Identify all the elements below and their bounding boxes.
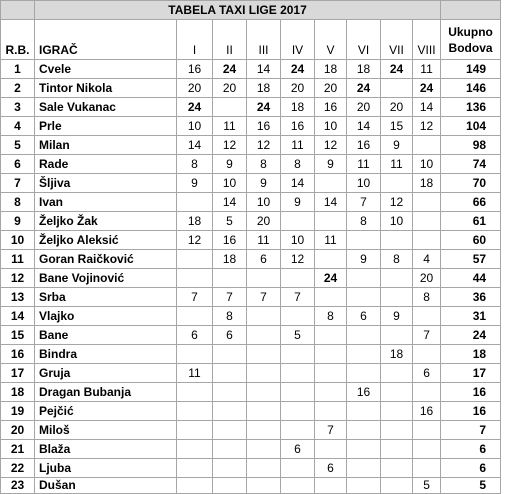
score-cell-round-2[interactable]: 16 bbox=[213, 231, 247, 250]
score-cell-round-2[interactable]: 8 bbox=[213, 307, 247, 326]
rank-cell[interactable]: 20 bbox=[1, 421, 35, 440]
score-cell-round-8[interactable] bbox=[413, 421, 441, 440]
total-points-cell[interactable]: 5 bbox=[441, 478, 501, 494]
score-cell-round-7[interactable] bbox=[381, 288, 413, 307]
table-row bbox=[1, 117, 501, 136]
player-name-cell[interactable]: Željko Aleksić bbox=[35, 231, 177, 250]
score-cell-round-3[interactable] bbox=[247, 459, 281, 478]
total-points-cell[interactable]: 70 bbox=[441, 174, 501, 193]
score-cell-round-2[interactable] bbox=[213, 364, 247, 383]
score-cell-round-2[interactable] bbox=[213, 269, 247, 288]
header-rank[interactable]: R.B. bbox=[1, 20, 35, 60]
score-cell-round-4[interactable]: 24 bbox=[281, 60, 315, 79]
table-row bbox=[1, 364, 501, 383]
score-cell-round-8[interactable]: 5 bbox=[413, 478, 441, 494]
score-cell-round-8[interactable]: 16 bbox=[413, 402, 441, 421]
total-points-cell[interactable]: 16 bbox=[441, 383, 501, 402]
player-name-cell[interactable]: Goran Raičković bbox=[35, 250, 177, 269]
score-cell-round-8[interactable] bbox=[413, 383, 441, 402]
score-cell-round-7[interactable] bbox=[381, 174, 413, 193]
score-cell-round-6[interactable]: 14 bbox=[347, 117, 381, 136]
score-cell-round-8[interactable]: 18 bbox=[413, 174, 441, 193]
score-cell-round-3[interactable] bbox=[247, 269, 281, 288]
score-cell-round-3[interactable]: 10 bbox=[247, 193, 281, 212]
score-cell-round-5[interactable]: 11 bbox=[315, 231, 347, 250]
total-points-cell[interactable]: 31 bbox=[441, 307, 501, 326]
score-cell-round-5[interactable]: 8 bbox=[315, 307, 347, 326]
score-cell-round-1[interactable]: 8 bbox=[177, 155, 213, 174]
score-cell-round-4[interactable] bbox=[281, 364, 315, 383]
header-round-3[interactable]: III bbox=[247, 20, 281, 60]
score-cell-round-4[interactable] bbox=[281, 307, 315, 326]
score-cell-round-8[interactable]: 11 bbox=[413, 60, 441, 79]
score-cell-round-2[interactable]: 14 bbox=[213, 193, 247, 212]
score-cell-round-6[interactable]: 24 bbox=[347, 79, 381, 98]
header-player[interactable]: IGRAČ bbox=[35, 20, 177, 60]
rank-cell[interactable]: 22 bbox=[1, 459, 35, 478]
score-cell-round-8[interactable]: 12 bbox=[413, 117, 441, 136]
score-cell-round-2[interactable] bbox=[213, 402, 247, 421]
rank-cell[interactable]: 3 bbox=[1, 98, 35, 117]
score-cell-round-2[interactable]: 6 bbox=[213, 326, 247, 345]
rank-cell[interactable]: 6 bbox=[1, 155, 35, 174]
score-cell-round-4[interactable]: 14 bbox=[281, 174, 315, 193]
player-name-cell[interactable]: Bane bbox=[35, 326, 177, 345]
score-cell-round-7[interactable] bbox=[381, 440, 413, 459]
score-cell-round-2[interactable] bbox=[213, 345, 247, 364]
score-cell-round-3[interactable] bbox=[247, 307, 281, 326]
score-cell-round-3[interactable]: 9 bbox=[247, 174, 281, 193]
player-name-cell[interactable]: Gruja bbox=[35, 364, 177, 383]
player-name-cell[interactable]: Tintor Nikola bbox=[35, 79, 177, 98]
score-cell-round-1[interactable] bbox=[177, 269, 213, 288]
total-points-cell[interactable]: 60 bbox=[441, 231, 501, 250]
player-name-cell[interactable]: Bane Vojinović bbox=[35, 269, 177, 288]
score-cell-round-3[interactable] bbox=[247, 421, 281, 440]
score-cell-round-1[interactable]: 14 bbox=[177, 136, 213, 155]
player-name-cell[interactable]: Željko Žak bbox=[35, 212, 177, 231]
total-points-cell[interactable]: 6 bbox=[441, 459, 501, 478]
score-cell-round-8[interactable]: 8 bbox=[413, 288, 441, 307]
score-cell-round-2[interactable]: 9 bbox=[213, 155, 247, 174]
score-cell-round-8[interactable]: 4 bbox=[413, 250, 441, 269]
player-name-cell[interactable]: Ivan bbox=[35, 193, 177, 212]
score-cell-round-4[interactable] bbox=[281, 478, 315, 494]
rank-cell[interactable]: 15 bbox=[1, 326, 35, 345]
score-cell-round-6[interactable]: 20 bbox=[347, 98, 381, 117]
score-cell-round-3[interactable] bbox=[247, 383, 281, 402]
score-cell-round-7[interactable]: 20 bbox=[381, 98, 413, 117]
score-cell-round-8[interactable] bbox=[413, 307, 441, 326]
score-cell-round-1[interactable]: 11 bbox=[177, 364, 213, 383]
score-cell-round-3[interactable]: 18 bbox=[247, 79, 281, 98]
player-name-cell[interactable]: Cvele bbox=[35, 60, 177, 79]
score-cell-round-7[interactable]: 9 bbox=[381, 136, 413, 155]
score-cell-round-4[interactable] bbox=[281, 402, 315, 421]
player-name-cell[interactable]: Blaža bbox=[35, 440, 177, 459]
score-cell-round-8[interactable]: 6 bbox=[413, 364, 441, 383]
title-row bbox=[1, 1, 501, 20]
score-cell-round-8[interactable] bbox=[413, 212, 441, 231]
score-cell-round-4[interactable]: 11 bbox=[281, 136, 315, 155]
table-row bbox=[1, 98, 501, 117]
score-cell-round-2[interactable]: 5 bbox=[213, 212, 247, 231]
table-row bbox=[1, 79, 501, 98]
total-points-cell[interactable]: 44 bbox=[441, 269, 501, 288]
total-points-cell[interactable]: 18 bbox=[441, 345, 501, 364]
score-cell-round-6[interactable] bbox=[347, 345, 381, 364]
score-cell-round-2[interactable]: 18 bbox=[213, 250, 247, 269]
player-name-cell[interactable]: Sale Vukanac bbox=[35, 98, 177, 117]
score-cell-round-5[interactable]: 14 bbox=[315, 193, 347, 212]
player-name-cell[interactable]: Dušan bbox=[35, 478, 177, 494]
score-cell-round-1[interactable] bbox=[177, 440, 213, 459]
score-cell-round-1[interactable]: 24 bbox=[177, 98, 213, 117]
total-points-cell[interactable]: 57 bbox=[441, 250, 501, 269]
score-cell-round-2[interactable] bbox=[213, 421, 247, 440]
header-round-7[interactable]: VII bbox=[381, 20, 413, 60]
score-cell-round-5[interactable] bbox=[315, 174, 347, 193]
score-cell-round-1[interactable]: 16 bbox=[177, 60, 213, 79]
player-name-cell[interactable]: Srba bbox=[35, 288, 177, 307]
score-cell-round-1[interactable] bbox=[177, 345, 213, 364]
table-row bbox=[1, 60, 501, 79]
score-cell-round-1[interactable]: 7 bbox=[177, 288, 213, 307]
score-cell-round-6[interactable]: 18 bbox=[347, 60, 381, 79]
score-cell-round-8[interactable]: 20 bbox=[413, 269, 441, 288]
score-cell-round-7[interactable]: 24 bbox=[381, 60, 413, 79]
score-cell-round-4[interactable] bbox=[281, 459, 315, 478]
score-cell-round-2[interactable]: 24 bbox=[213, 60, 247, 79]
rank-cell[interactable]: 16 bbox=[1, 345, 35, 364]
score-cell-round-1[interactable] bbox=[177, 193, 213, 212]
table-row bbox=[1, 421, 501, 440]
rank-cell[interactable]: 9 bbox=[1, 212, 35, 231]
table-row bbox=[1, 288, 501, 307]
score-cell-round-7[interactable]: 9 bbox=[381, 307, 413, 326]
total-points-cell[interactable]: 98 bbox=[441, 136, 501, 155]
score-cell-round-3[interactable]: 20 bbox=[247, 212, 281, 231]
table-row bbox=[1, 345, 501, 364]
rank-cell[interactable]: 7 bbox=[1, 174, 35, 193]
total-points-cell[interactable]: 36 bbox=[441, 288, 501, 307]
player-name-cell[interactable]: Milan bbox=[35, 136, 177, 155]
score-cell-round-3[interactable]: 12 bbox=[247, 136, 281, 155]
rank-cell[interactable]: 1 bbox=[1, 60, 35, 79]
header-round-1[interactable]: I bbox=[177, 20, 213, 60]
score-cell-round-8[interactable]: 24 bbox=[413, 79, 441, 98]
total-points-cell[interactable]: 149 bbox=[441, 60, 501, 79]
score-cell-round-6[interactable]: 10 bbox=[347, 174, 381, 193]
total-points-cell[interactable]: 16 bbox=[441, 402, 501, 421]
score-cell-round-5[interactable]: 7 bbox=[315, 421, 347, 440]
score-cell-round-8[interactable]: 7 bbox=[413, 326, 441, 345]
score-cell-round-7[interactable] bbox=[381, 364, 413, 383]
score-cell-round-7[interactable]: 11 bbox=[381, 155, 413, 174]
header-round-6[interactable]: VI bbox=[347, 20, 381, 60]
score-cell-round-5[interactable]: 10 bbox=[315, 117, 347, 136]
table-row bbox=[1, 193, 501, 212]
score-cell-round-5[interactable] bbox=[315, 250, 347, 269]
score-cell-round-8[interactable] bbox=[413, 440, 441, 459]
table-row bbox=[1, 155, 501, 174]
score-cell-round-6[interactable] bbox=[347, 440, 381, 459]
table-row bbox=[1, 402, 501, 421]
score-cell-round-5[interactable] bbox=[315, 402, 347, 421]
rank-cell[interactable]: 11 bbox=[1, 250, 35, 269]
score-cell-round-2[interactable] bbox=[213, 98, 247, 117]
table-row bbox=[1, 269, 501, 288]
rank-cell[interactable]: 17 bbox=[1, 364, 35, 383]
total-points-cell[interactable]: 146 bbox=[441, 79, 501, 98]
score-cell-round-3[interactable] bbox=[247, 478, 281, 494]
rank-cell[interactable]: 13 bbox=[1, 288, 35, 307]
score-cell-round-8[interactable] bbox=[413, 345, 441, 364]
table-row bbox=[1, 231, 501, 250]
table-row bbox=[1, 440, 501, 459]
score-cell-round-1[interactable] bbox=[177, 383, 213, 402]
score-cell-round-4[interactable]: 12 bbox=[281, 250, 315, 269]
score-cell-round-6[interactable] bbox=[347, 459, 381, 478]
score-cell-round-3[interactable] bbox=[247, 345, 281, 364]
score-cell-round-5[interactable]: 24 bbox=[315, 269, 347, 288]
score-cell-round-1[interactable] bbox=[177, 459, 213, 478]
score-cell-round-2[interactable]: 12 bbox=[213, 136, 247, 155]
total-points-cell[interactable]: 6 bbox=[441, 440, 501, 459]
score-cell-round-6[interactable]: 7 bbox=[347, 193, 381, 212]
header-round-5[interactable]: V bbox=[315, 20, 347, 60]
rank-cell[interactable]: 23 bbox=[1, 478, 35, 494]
score-cell-round-7[interactable] bbox=[381, 383, 413, 402]
total-points-cell[interactable]: 104 bbox=[441, 117, 501, 136]
score-cell-round-1[interactable]: 9 bbox=[177, 174, 213, 193]
rank-cell[interactable]: 4 bbox=[1, 117, 35, 136]
title-corner-cell[interactable] bbox=[1, 1, 35, 20]
player-name-cell[interactable]: Prle bbox=[35, 117, 177, 136]
score-cell-round-3[interactable] bbox=[247, 326, 281, 345]
score-cell-round-4[interactable]: 16 bbox=[281, 117, 315, 136]
table-row bbox=[1, 478, 501, 494]
score-cell-round-4[interactable]: 9 bbox=[281, 193, 315, 212]
score-cell-round-6[interactable]: 6 bbox=[347, 307, 381, 326]
score-cell-round-4[interactable]: 20 bbox=[281, 79, 315, 98]
score-cell-round-1[interactable]: 6 bbox=[177, 326, 213, 345]
score-cell-round-1[interactable] bbox=[177, 307, 213, 326]
score-cell-round-6[interactable]: 16 bbox=[347, 136, 381, 155]
score-cell-round-7[interactable]: 10 bbox=[381, 212, 413, 231]
player-name-cell[interactable]: Bindra bbox=[35, 345, 177, 364]
score-cell-round-7[interactable]: 12 bbox=[381, 193, 413, 212]
score-cell-round-7[interactable] bbox=[381, 231, 413, 250]
score-cell-round-4[interactable] bbox=[281, 421, 315, 440]
score-cell-round-6[interactable] bbox=[347, 364, 381, 383]
header-total[interactable]: Ukupno Bodova bbox=[441, 20, 501, 60]
score-cell-round-2[interactable]: 11 bbox=[213, 117, 247, 136]
score-cell-round-5[interactable] bbox=[315, 326, 347, 345]
score-cell-round-8[interactable] bbox=[413, 231, 441, 250]
score-cell-round-5[interactable]: 9 bbox=[315, 155, 347, 174]
table-row bbox=[1, 250, 501, 269]
score-cell-round-1[interactable]: 20 bbox=[177, 79, 213, 98]
score-cell-round-6[interactable]: 9 bbox=[347, 250, 381, 269]
header-round-4[interactable]: IV bbox=[281, 20, 315, 60]
score-cell-round-1[interactable]: 18 bbox=[177, 212, 213, 231]
score-cell-round-8[interactable] bbox=[413, 136, 441, 155]
table-row bbox=[1, 307, 501, 326]
score-cell-round-2[interactable]: 7 bbox=[213, 288, 247, 307]
score-cell-round-5[interactable] bbox=[315, 478, 347, 494]
score-cell-round-5[interactable] bbox=[315, 364, 347, 383]
total-points-cell[interactable]: 24 bbox=[441, 326, 501, 345]
score-cell-round-1[interactable] bbox=[177, 402, 213, 421]
table-row bbox=[1, 136, 501, 155]
score-cell-round-8[interactable] bbox=[413, 193, 441, 212]
score-cell-round-4[interactable]: 5 bbox=[281, 326, 315, 345]
player-name-cell[interactable]: Dragan Bubanja bbox=[35, 383, 177, 402]
score-cell-round-1[interactable]: 12 bbox=[177, 231, 213, 250]
score-cell-round-4[interactable]: 10 bbox=[281, 231, 315, 250]
score-cell-round-1[interactable]: 10 bbox=[177, 117, 213, 136]
score-cell-round-5[interactable] bbox=[315, 383, 347, 402]
score-cell-round-7[interactable]: 18 bbox=[381, 345, 413, 364]
rank-cell[interactable]: 19 bbox=[1, 402, 35, 421]
score-cell-round-6[interactable] bbox=[347, 269, 381, 288]
rank-cell[interactable]: 12 bbox=[1, 269, 35, 288]
total-points-cell[interactable]: 7 bbox=[441, 421, 501, 440]
score-cell-round-6[interactable] bbox=[347, 478, 381, 494]
rank-cell[interactable]: 14 bbox=[1, 307, 35, 326]
score-cell-round-4[interactable]: 8 bbox=[281, 155, 315, 174]
score-cell-round-5[interactable] bbox=[315, 440, 347, 459]
player-name-cell[interactable]: Vlajko bbox=[35, 307, 177, 326]
table-row bbox=[1, 326, 501, 345]
table-row bbox=[1, 459, 501, 478]
score-cell-round-2[interactable]: 10 bbox=[213, 174, 247, 193]
score-cell-round-4[interactable] bbox=[281, 345, 315, 364]
score-cell-round-4[interactable] bbox=[281, 269, 315, 288]
score-cell-round-1[interactable] bbox=[177, 478, 213, 494]
score-cell-round-4[interactable]: 7 bbox=[281, 288, 315, 307]
rank-cell[interactable]: 10 bbox=[1, 231, 35, 250]
score-cell-round-7[interactable] bbox=[381, 269, 413, 288]
score-cell-round-5[interactable]: 12 bbox=[315, 136, 347, 155]
score-cell-round-6[interactable]: 16 bbox=[347, 383, 381, 402]
score-cell-round-7[interactable] bbox=[381, 478, 413, 494]
score-cell-round-2[interactable] bbox=[213, 459, 247, 478]
total-points-cell[interactable]: 66 bbox=[441, 193, 501, 212]
rank-cell[interactable]: 21 bbox=[1, 440, 35, 459]
score-cell-round-3[interactable]: 16 bbox=[247, 117, 281, 136]
score-cell-round-7[interactable]: 15 bbox=[381, 117, 413, 136]
table-title[interactable]: TABELA TAXI LIGE 2017 bbox=[35, 1, 441, 20]
score-cell-round-4[interactable] bbox=[281, 383, 315, 402]
table-row bbox=[1, 174, 501, 193]
score-cell-round-4[interactable]: 6 bbox=[281, 440, 315, 459]
score-cell-round-3[interactable] bbox=[247, 364, 281, 383]
total-points-cell[interactable]: 17 bbox=[441, 364, 501, 383]
score-cell-round-6[interactable] bbox=[347, 421, 381, 440]
score-cell-round-1[interactable] bbox=[177, 250, 213, 269]
score-cell-round-2[interactable] bbox=[213, 440, 247, 459]
player-name-cell[interactable]: Miloš bbox=[35, 421, 177, 440]
score-cell-round-2[interactable] bbox=[213, 478, 247, 494]
score-cell-round-7[interactable] bbox=[381, 79, 413, 98]
player-name-cell[interactable]: Ljuba bbox=[35, 459, 177, 478]
score-cell-round-4[interactable] bbox=[281, 212, 315, 231]
score-cell-round-6[interactable] bbox=[347, 326, 381, 345]
score-cell-round-6[interactable] bbox=[347, 231, 381, 250]
score-cell-round-5[interactable] bbox=[315, 212, 347, 231]
rank-cell[interactable]: 18 bbox=[1, 383, 35, 402]
score-cell-round-3[interactable]: 6 bbox=[247, 250, 281, 269]
score-cell-round-3[interactable]: 7 bbox=[247, 288, 281, 307]
header-round-8[interactable]: VIII bbox=[413, 20, 441, 60]
rank-cell[interactable]: 5 bbox=[1, 136, 35, 155]
score-cell-round-7[interactable] bbox=[381, 326, 413, 345]
score-cell-round-2[interactable] bbox=[213, 383, 247, 402]
table-row bbox=[1, 212, 501, 231]
score-cell-round-6[interactable]: 11 bbox=[347, 155, 381, 174]
rank-cell[interactable]: 8 bbox=[1, 193, 35, 212]
score-cell-round-7[interactable]: 8 bbox=[381, 250, 413, 269]
score-cell-round-3[interactable]: 24 bbox=[247, 98, 281, 117]
player-name-cell[interactable]: Šljiva bbox=[35, 174, 177, 193]
score-cell-round-3[interactable]: 11 bbox=[247, 231, 281, 250]
table-row bbox=[1, 383, 501, 402]
score-cell-round-2[interactable]: 20 bbox=[213, 79, 247, 98]
header-row bbox=[1, 20, 501, 60]
score-cell-round-5[interactable]: 6 bbox=[315, 459, 347, 478]
score-cell-round-6[interactable] bbox=[347, 288, 381, 307]
score-cell-round-3[interactable] bbox=[247, 440, 281, 459]
player-name-cell[interactable]: Pejčić bbox=[35, 402, 177, 421]
total-points-cell[interactable]: 74 bbox=[441, 155, 501, 174]
player-name-cell[interactable]: Rade bbox=[35, 155, 177, 174]
total-points-cell[interactable]: 61 bbox=[441, 212, 501, 231]
score-cell-round-8[interactable] bbox=[413, 459, 441, 478]
score-cell-round-7[interactable] bbox=[381, 421, 413, 440]
score-cell-round-8[interactable]: 14 bbox=[413, 98, 441, 117]
score-cell-round-3[interactable] bbox=[247, 402, 281, 421]
score-cell-round-5[interactable]: 18 bbox=[315, 60, 347, 79]
score-cell-round-7[interactable] bbox=[381, 402, 413, 421]
score-cell-round-4[interactable]: 18 bbox=[281, 98, 315, 117]
score-cell-round-5[interactable] bbox=[315, 345, 347, 364]
score-cell-round-3[interactable]: 14 bbox=[247, 60, 281, 79]
score-cell-round-3[interactable]: 8 bbox=[247, 155, 281, 174]
header-round-2[interactable]: II bbox=[213, 20, 247, 60]
score-cell-round-5[interactable]: 16 bbox=[315, 98, 347, 117]
score-cell-round-8[interactable]: 10 bbox=[413, 155, 441, 174]
score-cell-round-6[interactable]: 8 bbox=[347, 212, 381, 231]
score-cell-round-1[interactable] bbox=[177, 421, 213, 440]
score-cell-round-6[interactable] bbox=[347, 402, 381, 421]
total-points-cell[interactable]: 136 bbox=[441, 98, 501, 117]
rank-cell[interactable]: 2 bbox=[1, 79, 35, 98]
score-cell-round-5[interactable]: 20 bbox=[315, 79, 347, 98]
title-total-cell[interactable] bbox=[441, 1, 501, 20]
score-cell-round-5[interactable] bbox=[315, 288, 347, 307]
score-cell-round-7[interactable] bbox=[381, 459, 413, 478]
